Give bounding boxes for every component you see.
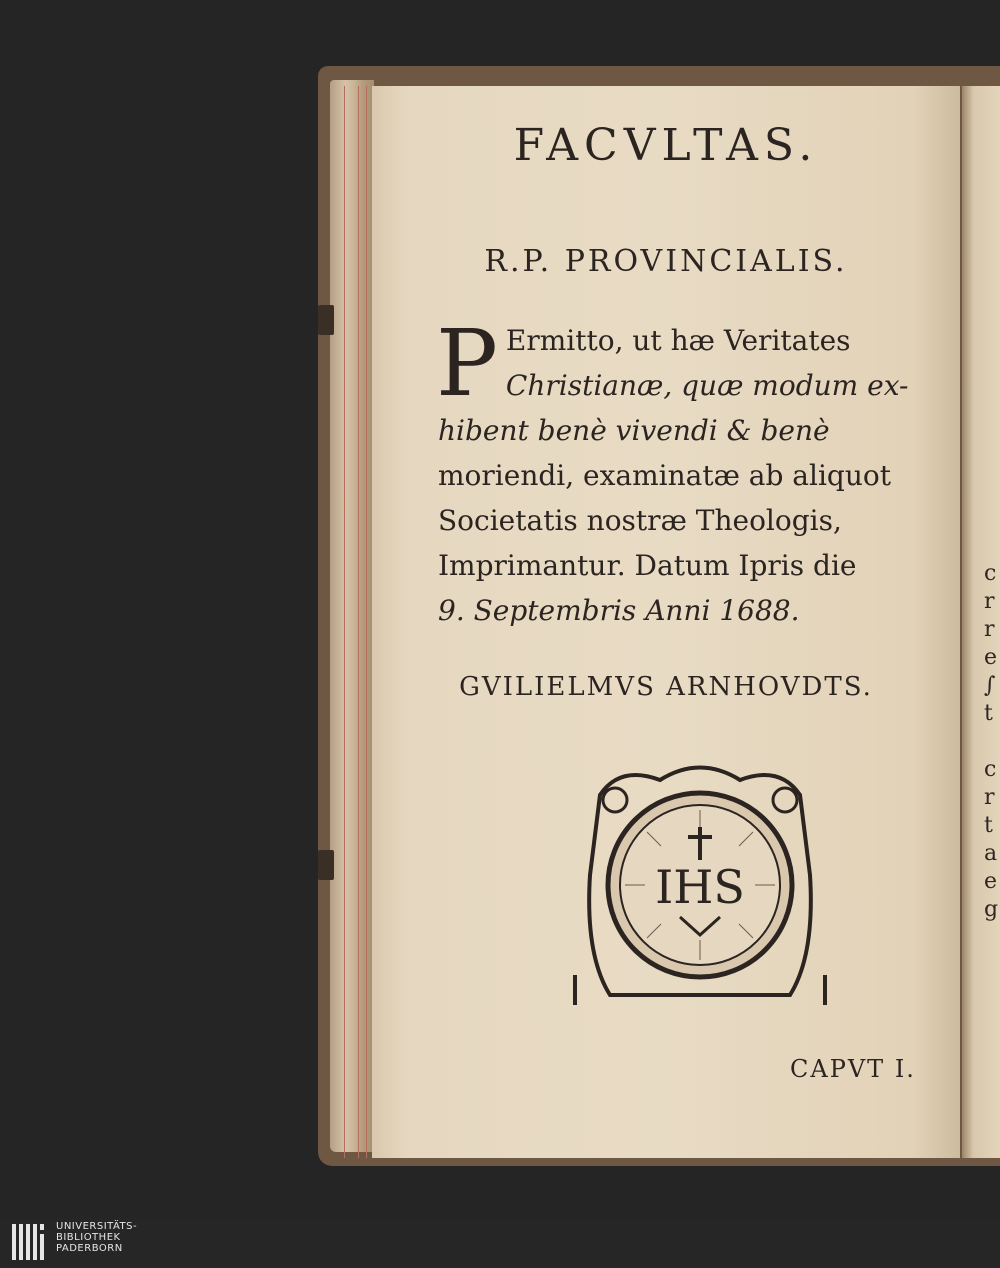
ihs-emblem	[560, 755, 840, 1015]
library-line: BIBLIOTHEK	[56, 1232, 121, 1243]
letter: e	[984, 869, 998, 894]
letter	[984, 728, 1000, 756]
page-edges	[330, 80, 374, 1152]
library-name	[56, 1221, 137, 1254]
letter: r	[984, 785, 995, 810]
letter: t	[984, 701, 993, 726]
letter: e	[984, 645, 998, 670]
rubric-line	[344, 86, 345, 1158]
rubric-line	[366, 86, 367, 1158]
text-line: Societatis nostræ Theologis,	[438, 504, 842, 537]
text-line: moriendi, examinatæ ab aliquot	[438, 459, 891, 492]
page-subtitle: R.P. PROVINCIALIS.	[484, 244, 848, 279]
signature: GVILIELMVS ARNHOVDTS.	[459, 672, 873, 702]
letter: t	[984, 813, 993, 838]
library-line: PADERBORN	[56, 1243, 123, 1254]
library-line: UNIVERSITÄTS-	[56, 1221, 138, 1232]
letter: a	[984, 841, 998, 866]
drop-cap: P	[436, 310, 498, 417]
cherub-right	[773, 788, 797, 812]
clasp-lower	[318, 850, 334, 880]
adjacent-page-letters	[984, 560, 1000, 924]
letter: c	[984, 561, 997, 586]
letter: g	[984, 897, 999, 922]
catchword: CAPVT I.	[790, 1055, 916, 1083]
text-line: hibent benè vivendi & benè	[438, 414, 830, 447]
footer-bar	[0, 1218, 1000, 1268]
letter: r	[984, 589, 995, 614]
cherub-left	[603, 788, 627, 812]
letter: c	[984, 757, 997, 782]
rubric-line	[358, 86, 359, 1158]
letter: r	[984, 617, 995, 642]
permission-text	[436, 310, 946, 633]
clasp-upper	[318, 305, 334, 335]
letter: ∫	[984, 673, 996, 698]
page-title: FACVLTAS.	[513, 120, 819, 171]
text-line: 9. Septembris Anni 1688.	[438, 594, 800, 627]
text-line: Ermitto, ut hæ Veritates	[505, 324, 851, 357]
library-logo-icon	[10, 1222, 50, 1262]
text-line: Imprimantur. Datum Ipris die	[438, 549, 857, 582]
emblem-monogram: IHS	[655, 860, 745, 914]
text-line: Christianæ, quæ modum ex-	[505, 369, 909, 402]
